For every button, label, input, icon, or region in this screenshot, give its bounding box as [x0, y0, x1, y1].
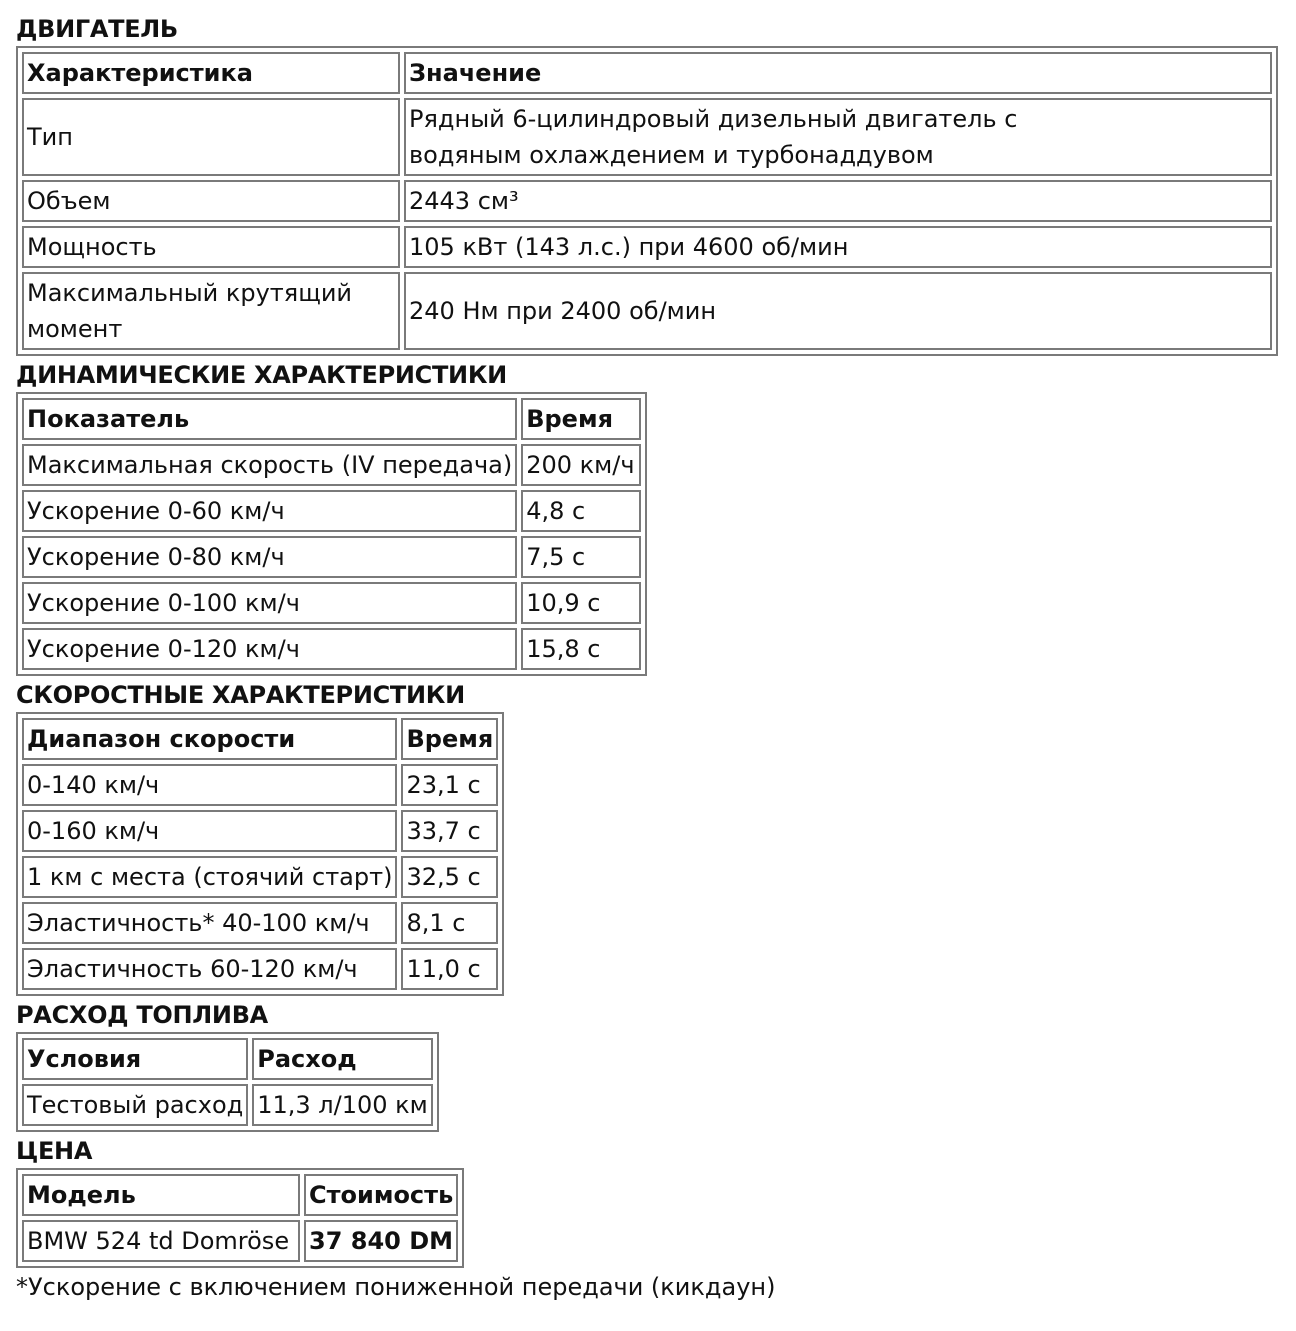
- table-cell: Максимальный крутящий момент: [22, 272, 400, 350]
- column-header: Значение: [404, 52, 1272, 94]
- table-header-row: [22, 52, 1272, 94]
- document: [16, 12, 1282, 1304]
- table-cell: 4,8 с: [521, 490, 641, 532]
- section-heading-engine: ДВИГАТЕЛЬ: [16, 15, 178, 43]
- table-row: [22, 98, 1272, 176]
- section-heading-price: ЦЕНА: [16, 1137, 93, 1165]
- table-cell: 33,7 с: [401, 810, 498, 852]
- table-cell: Тестовый расход: [22, 1084, 248, 1126]
- table-cell: Ускорение 0-60 км/ч: [22, 490, 517, 532]
- column-header: Условия: [22, 1038, 248, 1080]
- column-header: Характеристика: [22, 52, 400, 94]
- column-header: Расход: [252, 1038, 433, 1080]
- table-cell: 10,9 с: [521, 582, 641, 624]
- dynamics-table: [16, 392, 647, 676]
- column-header: Стоимость: [304, 1174, 458, 1216]
- price-value: 37 840 DM: [304, 1220, 458, 1262]
- table-cell: 8,1 с: [401, 902, 498, 944]
- table-cell: Ускорение 0-100 км/ч: [22, 582, 517, 624]
- table-cell: Рядный 6-цилиндровый дизельный двигатель с водяным охлаждением и турбонаддувом: [404, 98, 1272, 176]
- table-cell: 1 км с места (стоячий старт): [22, 856, 397, 898]
- section-heading-dynamics: ДИНАМИЧЕСКИЕ ХАРАКТЕРИСТИКИ: [16, 361, 507, 389]
- table-row: [22, 490, 641, 532]
- table-cell: 2443 см³: [404, 180, 1272, 222]
- table-cell: 11,3 л/100 км: [252, 1084, 433, 1126]
- table-cell: Эластичность 60-120 км/ч: [22, 948, 397, 990]
- table-cell: Объем: [22, 180, 400, 222]
- footnote: *Ускорение с включением пониженной передачи (кикдаун): [16, 1273, 776, 1301]
- table-row: [22, 180, 1272, 222]
- table-cell: Эластичность* 40-100 км/ч: [22, 902, 397, 944]
- column-header: Время: [401, 718, 498, 760]
- table-row: [22, 272, 1272, 350]
- table-row: [22, 444, 641, 486]
- table-cell: 32,5 с: [401, 856, 498, 898]
- table-row: [22, 536, 641, 578]
- table-cell: 11,0 с: [401, 948, 498, 990]
- section-heading-speed: СКОРОСТНЫЕ ХАРАКТЕРИСТИКИ: [16, 681, 465, 709]
- table-row: [22, 764, 498, 806]
- table-cell: Мощность: [22, 226, 400, 268]
- section-heading-fuel: РАСХОД ТОПЛИВА: [16, 1001, 268, 1029]
- speed-table: [16, 712, 504, 996]
- table-cell: 0-160 км/ч: [22, 810, 397, 852]
- table-cell: Ускорение 0-120 км/ч: [22, 628, 517, 670]
- table-row: [22, 856, 498, 898]
- table-row: [22, 582, 641, 624]
- table-cell: Тип: [22, 98, 400, 176]
- table-cell: 105 кВт (143 л.с.) при 4600 об/мин: [404, 226, 1272, 268]
- table-header-row: [22, 718, 498, 760]
- table-row: [22, 948, 498, 990]
- table-cell: BMW 524 td Domröse: [22, 1220, 300, 1262]
- table-cell: 200 км/ч: [521, 444, 641, 486]
- column-header: Модель: [22, 1174, 300, 1216]
- table-header-row: [22, 1174, 458, 1216]
- table-row: [22, 628, 641, 670]
- table-header-row: [22, 1038, 433, 1080]
- column-header: Диапазон скорости: [22, 718, 397, 760]
- table-cell: 240 Нм при 2400 об/мин: [404, 272, 1272, 350]
- table-row: [22, 902, 498, 944]
- price-table: [16, 1168, 464, 1268]
- table-row: [22, 1220, 458, 1262]
- table-cell: 23,1 с: [401, 764, 498, 806]
- column-header: Время: [521, 398, 641, 440]
- table-cell: 7,5 с: [521, 536, 641, 578]
- table-row: [22, 810, 498, 852]
- table-row: [22, 226, 1272, 268]
- engine-table: [16, 46, 1278, 356]
- fuel-table: [16, 1032, 439, 1132]
- table-header-row: [22, 398, 641, 440]
- table-row: [22, 1084, 433, 1126]
- table-cell: Максимальная скорость (IV передача): [22, 444, 517, 486]
- table-cell: 15,8 с: [521, 628, 641, 670]
- column-header: Показатель: [22, 398, 517, 440]
- table-cell: 0-140 км/ч: [22, 764, 397, 806]
- table-cell: Ускорение 0-80 км/ч: [22, 536, 517, 578]
